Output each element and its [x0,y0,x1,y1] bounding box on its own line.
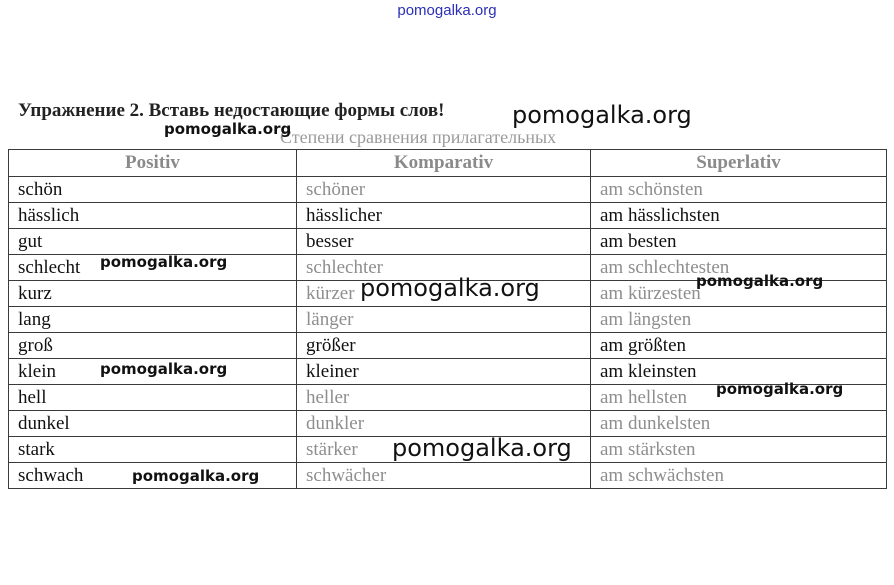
superlativ-cell: am schwächsten [591,463,887,489]
komparativ-cell: dunkler [297,411,591,437]
column-header-superlativ: Superlativ [591,150,887,177]
komparativ-cell: länger [297,307,591,333]
superlativ-cell: am schlechtesten [591,255,887,281]
positiv-cell: stark [9,437,297,463]
komparativ-cell: schwächer [297,463,591,489]
komparativ-cell: heller [297,385,591,411]
positiv-cell: schön [9,177,297,203]
positiv-cell: kurz [9,281,297,307]
table-row [9,177,887,203]
table-row [9,307,887,333]
watermark: pomogalka.org [100,253,228,271]
table-row [9,333,887,359]
superlativ-cell: am längsten [591,307,887,333]
komparativ-cell: schlechter [297,255,591,281]
positiv-cell: lang [9,307,297,333]
exercise-title: Упражнение 2. Вставь недостающие формы слов! [18,100,445,121]
table-row [9,411,887,437]
komparativ-cell: schöner [297,177,591,203]
superlativ-cell: am schönsten [591,177,887,203]
komparativ-cell: kürzer [297,281,591,307]
superlativ-cell: am hässlichsten [591,203,887,229]
watermark: pomogalka.org [696,272,824,290]
table-row [9,203,887,229]
watermark: pomogalka.org [392,434,572,462]
watermark: pomogalka.org [360,274,540,302]
positiv-cell: schlecht [9,255,297,281]
superlativ-cell: am hellsten [591,385,887,411]
column-header-komparativ: Komparativ [297,150,591,177]
positiv-cell: groß [9,333,297,359]
table-subtitle: Степени сравнения прилагательных [280,127,557,147]
komparativ-cell: besser [297,229,591,255]
watermark: pomogalka.org [512,101,692,129]
superlativ-cell: am größten [591,333,887,359]
superlativ-cell: am kleinsten [591,359,887,385]
positiv-cell: dunkel [9,411,297,437]
positiv-cell: schwach [9,463,297,489]
watermark: pomogalka.org [716,380,844,398]
positiv-cell: klein [9,359,297,385]
watermark: pomogalka.org [132,467,260,485]
superlativ-cell: am besten [591,229,887,255]
positiv-cell: hell [9,385,297,411]
komparativ-cell: größer [297,333,591,359]
table-header-row [9,150,887,177]
komparativ-cell: hässlicher [297,203,591,229]
superlativ-cell: am dunkelsten [591,411,887,437]
superlativ-cell: am stärksten [591,437,887,463]
positiv-cell: gut [9,229,297,255]
komparativ-cell: kleiner [297,359,591,385]
positiv-cell: hässlich [9,203,297,229]
watermark: pomogalka.org [100,360,228,378]
watermark: pomogalka.org [164,120,292,138]
column-header-positiv: Positiv [9,150,297,177]
table-row [9,229,887,255]
komparativ-cell: stärker [297,437,591,463]
site-link[interactable]: pomogalka.org [397,2,497,19]
superlativ-cell: am kürzesten [591,281,887,307]
